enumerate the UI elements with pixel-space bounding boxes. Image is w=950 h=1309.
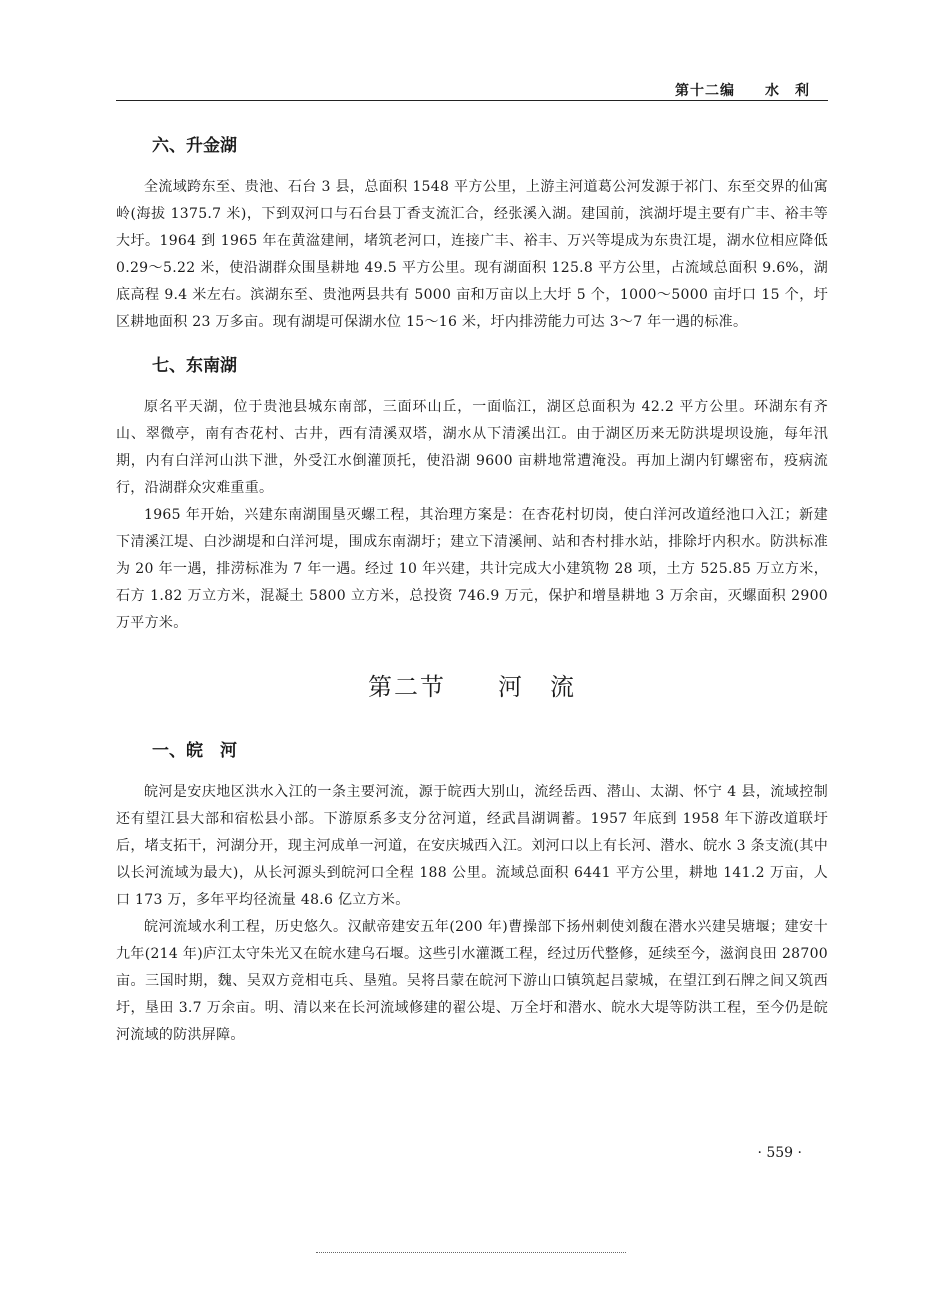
paragraph-shengjin-lake: 全流域跨东至、贵池、石台 3 县，总面积 1548 平方公里，上游主河道葛公河发源于祁门、东至交界的仙寓岭(海拔 1375.7 米)，下到双河口与石台县丁香支流汇合，经张溪入湖。建国前，滨湖圩堤主要有广丰、裕丰等大圩。1964 到 1965 年在黄湓建闸，堵筑老河口，连接广丰、裕丰、万兴等堤成为东贵江堤，湖水位相应降低 0.29～5.22 米，使沿湖群众围垦耕地 49.5 平方公里。现有湖面积 125.8 平方公里，占流域总面积 9.6%，湖底高程 9.4 米左右。滨湖东至、贵池两县共有 5000 亩和万亩以上大圩 5 个，1000～5000 亩圩口 15 个，圩区耕地面积 23 万多亩。现有湖堤可保湖水位 15～16 米，圩内排涝能力可达 3～7 年一遇的标准。	[116, 179, 828, 330]
paragraph-dongnan-lake-2: 1965 年开始，兴建东南湖围垦灭螺工程，其治理方案是：在杏花村切岗，使白洋河改道经池口入江；新建下清溪江堤、白沙湖堤和白洋河堤，围成东南湖圩；建立下清溪闸、站和杏村排水站，排除圩内积水。防洪标准为 20 年一遇，排涝标准为 7 年一遇。经过 10 年兴建，共计完成大小建筑物 28 项，土方 525.85 万立方米，石方 1.82 万立方米，混凝土 5800 立方米，总投资 746.9 万元，保护和增垦耕地 3 万余亩，灭螺面积 2900 万平方米。	[116, 507, 828, 631]
section-heading	[116, 667, 828, 707]
header-subject: 水 利	[765, 83, 810, 99]
paragraph-dongnan-lake-1: 原名平天湖，位于贵池县城东南部，三面环山丘，一面临江，湖区总面积为 42.2 平方公里。环湖东有齐山、翠微亭，南有杏花村、古井，西有清溪双塔，湖水从下清溪出江。由于湖区历来无防洪堤坝设施，每年汛期，内有白洋河山洪下泄，外受江水倒灌顶托，使沿湖 9600 亩耕地常遭淹没。再加上湖内钉螺密布，疫病流行，沿湖群众灾难重重。	[116, 399, 828, 496]
scan-artifact-line	[316, 1252, 626, 1253]
header-rule	[116, 100, 828, 101]
section-label: 第二节	[368, 673, 446, 701]
heading-dongnan-lake: 七、东南湖	[152, 356, 237, 376]
paragraph-wan-river-1: 皖河是安庆地区洪水入江的一条主要河流，源于皖西大别山，流经岳西、潜山、太湖、怀宁 4 县，流域控制还有望江县大部和宿松县小部。下游原系多支分岔河道，经武昌湖调蓄。1957 年底到 1958 年下游改道联圩后，堵支拓干，河湖分开，现主河成单一河道，在安庆城西入江。刘河口以上有长河、潜水、皖水 3 条支流(其中以长河流域为最大)，从长河源头到皖河口全程 188 公里。流域总面积 6441 平方公里，耕地 141.2 万亩，人口 173 万，多年平均径流量 48.6 亿立方米。	[116, 784, 828, 908]
running-header	[675, 80, 810, 100]
paragraph-wan-river-2: 皖河流域水利工程，历史悠久。汉献帝建安五年(200 年)曹操部下扬州刺使刘馥在潜水兴建吴塘堰；建安十九年(214 年)庐江太守朱光又在皖水建乌石堰。这些引水灌溉工程，经过历代整修，延续至今，滋润良田 28700 亩。三国时期，魏、吴双方竞相屯兵、垦殖。吴将吕蒙在皖河下游山口镇筑起吕蒙城，在望江到石牌之间又筑西圩，垦田 3.7 万余亩。明、清以来在长河流域修建的翟公堤、万全圩和潜水、皖水大堤等防洪工程，至今仍是皖河流域的防洪屏障。	[116, 919, 828, 1043]
heading-wan-river: 一、皖 河	[152, 741, 237, 761]
section-title: 河 流	[498, 673, 576, 701]
page-number: · 559 ·	[757, 1145, 802, 1161]
heading-shengjin-lake: 六、升金湖	[152, 136, 237, 156]
header-part: 第十二编	[675, 83, 735, 99]
page-body	[116, 130, 828, 1049]
